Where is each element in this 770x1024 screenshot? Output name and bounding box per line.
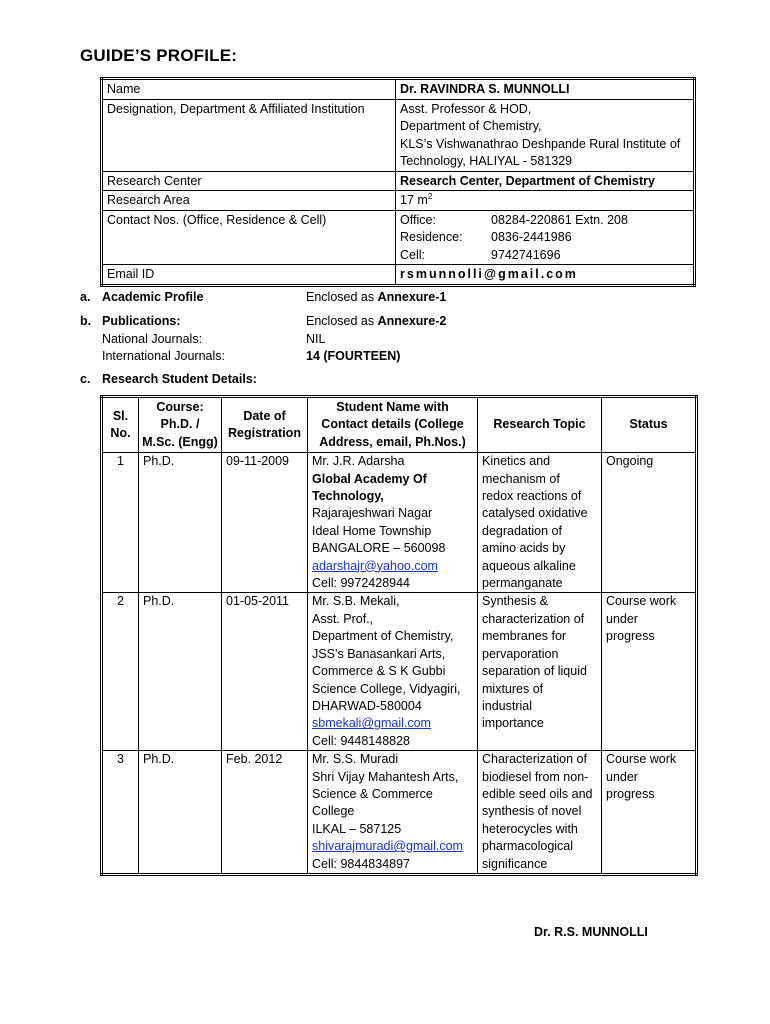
contact-line: Ideal Home Township — [312, 523, 432, 538]
designation-value — [396, 99, 695, 171]
contact-line: College — [312, 804, 355, 819]
signature: Dr. R.S. MUNNOLLI — [534, 925, 648, 939]
academic-profile-value — [306, 289, 446, 307]
publications-label: Publications: — [102, 314, 181, 328]
research-center-row — [102, 171, 695, 191]
section-a-marker: a. — [80, 290, 91, 304]
publications-prefix: Enclosed as — [306, 314, 378, 328]
section-b — [80, 313, 700, 367]
designation-line: KLS’s Vishwanathrao Deshpande Rural Institute of — [400, 136, 681, 151]
cell-date: 09-11-2009 — [222, 453, 308, 593]
status-line: Course work — [606, 752, 677, 767]
academic-profile-label: Academic Profile — [102, 290, 204, 304]
publications-labels — [102, 313, 225, 366]
topic-line: aqueous alkaline — [482, 558, 576, 573]
contact-residence — [400, 229, 689, 247]
status-line: progress — [606, 786, 655, 801]
designation-line: Asst. Professor & HOD, — [400, 101, 532, 116]
topic-line: industrial — [482, 698, 533, 713]
cell-course: Ph.D. — [139, 593, 222, 751]
cell-research-topic — [478, 593, 602, 751]
name-label: Name — [102, 79, 396, 100]
cell-sl-no: 1 — [102, 453, 139, 593]
name-row — [102, 79, 695, 100]
contact-line: Science & Commerce — [312, 786, 433, 801]
header-student-name — [308, 397, 478, 453]
topic-line: importance — [482, 716, 544, 731]
international-journals-value: 14 (FOURTEEN) — [306, 349, 401, 363]
status-line: progress — [606, 629, 655, 644]
status-line: under — [606, 611, 638, 626]
topic-line: degradation of — [482, 523, 562, 538]
contact-line: JSS’s Banasankari Arts, — [312, 646, 446, 661]
contact-line: Mr. S.B. Mekali, — [312, 594, 400, 609]
topic-line: separation of liquid — [482, 664, 587, 679]
academic-profile-prefix: Enclosed as — [306, 290, 378, 304]
cell-status — [602, 453, 697, 593]
topic-line: significance — [482, 856, 548, 871]
header-name-line: Student Name with — [336, 400, 449, 414]
contact-line: Cell: 9844834897 — [312, 856, 410, 871]
designation-label: Designation, Department & Affiliated Institution — [102, 99, 396, 171]
topic-line: membranes for — [482, 629, 567, 644]
cell-sl-no: 3 — [102, 751, 139, 875]
email-row — [102, 265, 695, 286]
cell-date: 01-05-2011 — [222, 593, 308, 751]
contact-line: Technology, — [312, 489, 384, 504]
contact-line: Cell: 9972428944 — [312, 576, 410, 591]
section-c-marker: c. — [80, 372, 91, 386]
research-area-row — [102, 191, 695, 211]
publications-values — [306, 313, 446, 366]
topic-line: redox reactions of — [482, 489, 582, 504]
page-title: GUIDE’S PROFILE: — [80, 46, 238, 65]
section-a — [80, 289, 700, 307]
publications-annex: Annexure-2 — [377, 314, 447, 328]
student-email-link[interactable]: shivarajmuradi@gmail.com — [312, 839, 463, 854]
contact-label: Contact Nos. (Office, Residence & Cell) — [102, 210, 396, 265]
contact-line: DHARWAD-580004 — [312, 698, 422, 713]
contact-row — [102, 210, 695, 265]
contact-line: Global Academy Of — [312, 471, 427, 486]
research-students-table — [100, 395, 698, 876]
topic-line: Synthesis & — [482, 594, 549, 609]
section-c — [80, 371, 700, 389]
status-line: Ongoing — [606, 454, 654, 469]
designation-row — [102, 99, 695, 171]
topic-line: synthesis of novel — [482, 804, 582, 819]
research-center-label: Research Center — [102, 171, 396, 191]
student-email-link[interactable]: sbmekali@gmail.com — [312, 716, 431, 731]
contact-line: Shri Vijay Mahantesh Arts, — [312, 769, 459, 784]
topic-line: pervaporation — [482, 646, 559, 661]
cell-status — [602, 751, 697, 875]
student-email-link[interactable]: adarshajr@yahoo.com — [312, 558, 438, 573]
name-value: Dr. RAVINDRA S. MUNNOLLI — [396, 79, 695, 100]
email-label: Email ID — [102, 265, 396, 286]
cell-date: Feb. 2012 — [222, 751, 308, 875]
research-area-superscript: 2 — [427, 191, 433, 201]
header-course-line: Ph.D. / — [160, 417, 200, 432]
email-value: rsmunnolli@gmail.com — [396, 265, 695, 286]
cell-course: Ph.D. — [139, 453, 222, 593]
header-date — [222, 397, 308, 453]
cell-course: Ph.D. — [139, 751, 222, 875]
header-date-line: Registration — [228, 426, 301, 441]
contact-value — [396, 210, 695, 265]
research-area-label: Research Area — [102, 191, 396, 211]
table-row — [102, 453, 697, 593]
topic-line: amino acids by — [482, 541, 566, 556]
students-header-row — [102, 397, 697, 453]
topic-line: Kinetics and — [482, 454, 551, 469]
cell-student-contact — [308, 453, 478, 593]
topic-line: heterocycles with — [482, 821, 578, 836]
publications-value — [306, 313, 446, 331]
research-center-value: Research Center, Department of Chemistry — [396, 171, 695, 191]
cell-sl-no: 2 — [102, 593, 139, 751]
header-research-topic: Research Topic — [478, 397, 602, 453]
contact-line: Department of Chemistry, — [312, 629, 454, 644]
academic-profile-annex: Annexure-1 — [377, 290, 447, 304]
topic-line: catalysed oxidative — [482, 506, 588, 521]
research-area-value — [396, 191, 695, 211]
research-area-number: 17 m — [400, 193, 428, 207]
designation-line: Department of Chemistry, — [400, 119, 542, 133]
header-course-line: Course: — [156, 400, 204, 414]
contact-line: Science College, Vidyagiri, — [312, 681, 461, 696]
contact-cell-number: 9742741696 — [491, 247, 561, 262]
header-course-line: M.Sc. (Engg) — [142, 434, 218, 449]
cell-research-topic — [478, 751, 602, 875]
contact-line: Mr. J.R. Adarsha — [312, 454, 405, 469]
international-journals-label: International Journals: — [102, 349, 225, 363]
table-row — [102, 593, 697, 751]
topic-line: Characterization of — [482, 752, 587, 767]
header-name-line: Contact details (College — [321, 417, 464, 432]
topic-line: permanganate — [482, 576, 563, 591]
header-sl-no — [102, 397, 139, 453]
section-b-marker: b. — [80, 314, 92, 328]
cell-student-contact — [308, 751, 478, 875]
topic-line: mixtures of — [482, 681, 544, 696]
contact-line: Rajarajeshwari Nagar — [312, 506, 433, 521]
header-course — [139, 397, 222, 453]
contact-residence-number: 0836-2441986 — [491, 230, 572, 244]
contact-office-number: 08284-220861 Extn. 208 — [491, 212, 628, 227]
topic-line: biodiesel from non- — [482, 769, 589, 784]
contact-office-label: Office: — [400, 212, 436, 227]
topic-line: pharmacological — [482, 839, 574, 854]
contact-line: ILKAL – 587125 — [312, 821, 402, 836]
designation-line: Technology, HALIYAL - 581329 — [400, 154, 573, 168]
guide-profile-table — [100, 77, 696, 287]
contact-office — [400, 212, 689, 230]
topic-line: edible seed oils and — [482, 786, 593, 801]
header-status: Status — [602, 397, 697, 453]
cell-status — [602, 593, 697, 751]
status-line: Course work — [606, 594, 677, 609]
students-body — [102, 453, 697, 875]
national-journals-label: National Journals: — [102, 331, 203, 346]
contact-line: Asst. Prof., — [312, 611, 374, 626]
contact-residence-label: Residence: — [400, 230, 463, 244]
table-row — [102, 751, 697, 875]
topic-line: mechanism of — [482, 471, 560, 486]
topic-line: characterization of — [482, 611, 585, 626]
contact-line: Mr. S.S. Muradi — [312, 752, 399, 767]
contact-cell-label: Cell: — [400, 247, 426, 262]
cell-research-topic — [478, 453, 602, 593]
contact-line: BANGALORE – 560098 — [312, 541, 446, 556]
cell-student-contact — [308, 593, 478, 751]
research-student-details-label: Research Student Details: — [102, 372, 257, 386]
header-sl-line: No. — [110, 426, 131, 441]
header-sl-line: Sl. — [112, 408, 129, 423]
contact-line: Cell: 9448148828 — [312, 733, 410, 748]
contact-cell — [400, 247, 689, 265]
status-line: under — [606, 769, 638, 784]
national-journals-value: NIL — [306, 331, 326, 346]
header-name-line: Address, email, Ph.Nos.) — [319, 434, 466, 449]
header-date-line: Date of — [243, 408, 286, 423]
contact-line: Commerce & S K Gubbi — [312, 664, 446, 679]
